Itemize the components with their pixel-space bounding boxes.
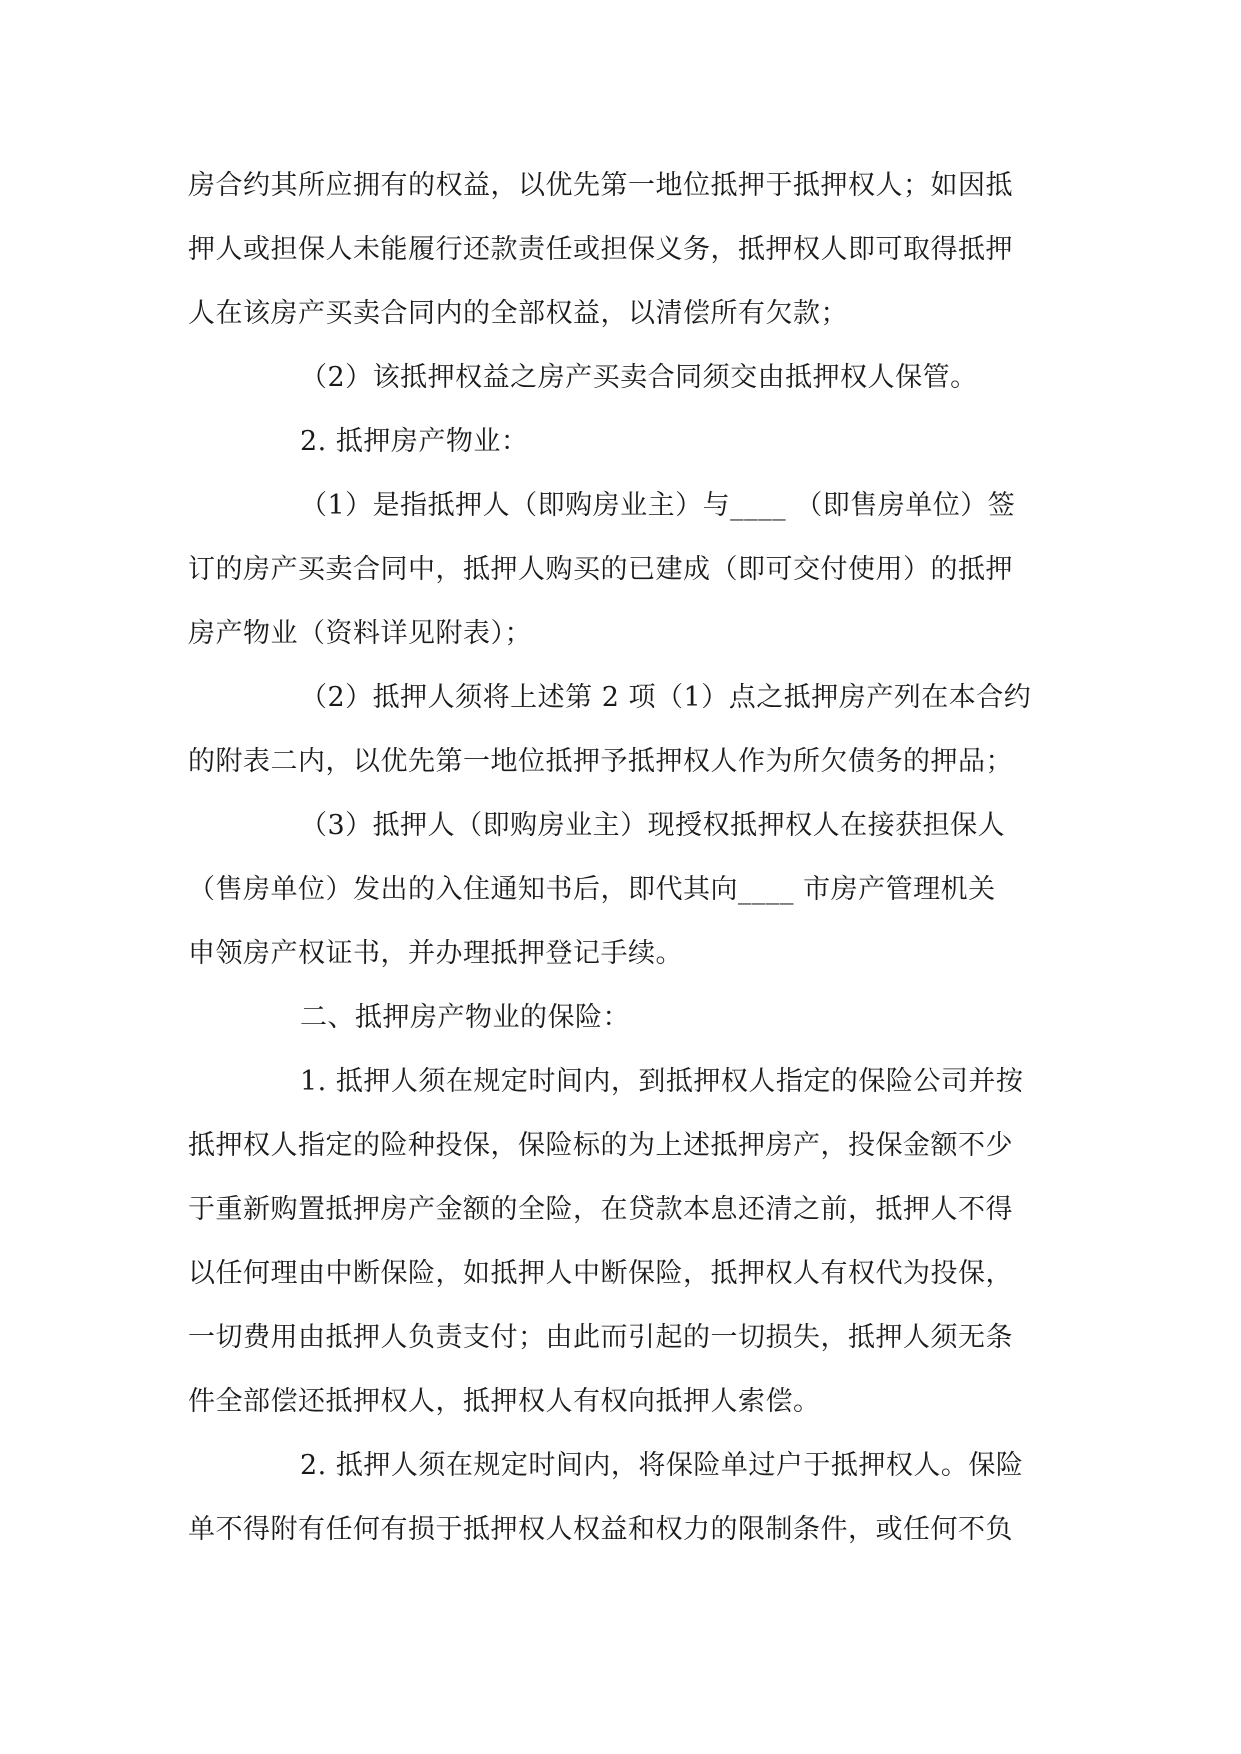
text-line: 抵押权人指定的险种投保，保险标的为上述抵押房产，投保金额不少	[188, 1130, 1013, 1161]
text-line: （1）是指抵押人（即购房业主）与____ （即售房单位）签	[300, 490, 1016, 521]
text-line: 2. 抵押房产物业：	[300, 426, 529, 457]
text-line: 房产物业（资料详见附表）；	[188, 618, 532, 649]
text-line: （2）抵押人须将上述第 2 项（1）点之抵押房产列在本合约	[300, 682, 1032, 713]
text-line: 房合约其所应拥有的权益，以优先第一地位抵押于抵押权人；如因抵	[188, 170, 1013, 201]
text-line: 以任何理由中断保险，如抵押人中断保险，抵押权人有权代为投保，	[188, 1258, 1013, 1289]
text-line: 于重新购置抵押房产金额的全险，在贷款本息还清之前，抵押人不得	[188, 1194, 1013, 1225]
text-line: 的附表二内，以优先第一地位抵押予抵押权人作为所欠债务的押品；	[188, 746, 1013, 777]
text-line: 件全部偿还抵押权人，抵押权人有权向抵押人索偿。	[188, 1386, 821, 1417]
text-line: （2）该抵押权益之房产买卖合同须交由抵押权人保管。	[300, 362, 978, 393]
text-line: 申领房产权证书，并办理抵押登记手续。	[188, 938, 683, 969]
text-line: 一切费用由抵押人负责支付；由此而引起的一切损失，抵押人须无条	[188, 1322, 1013, 1353]
text-line: 押人或担保人未能履行还款责任或担保义务，抵押权人即可取得抵押	[188, 234, 1013, 265]
text-line: 订的房产买卖合同中，抵押人购买的已建成（即可交付使用）的抵押	[188, 554, 1013, 585]
text-line: 2. 抵押人须在规定时间内，将保险单过户于抵押权人。保险	[300, 1450, 1024, 1481]
text-line: 1. 抵押人须在规定时间内，到抵押权人指定的保险公司并按	[300, 1066, 1024, 1097]
section-heading: 二、抵押房产物业的保险：	[300, 1002, 630, 1033]
text-line: （售房单位）发出的入住通知书后，即代其向____ 市房产管理机关	[188, 874, 996, 905]
text-line: （3）抵押人（即购房业主）现授权抵押权人在接获担保人	[300, 810, 1006, 841]
text-line: 人在该房产买卖合同内的全部权益，以清偿所有欠款；	[188, 298, 848, 329]
text-line: 单不得附有任何有损于抵押权人权益和权力的限制条件，或任何不负	[188, 1514, 1013, 1545]
